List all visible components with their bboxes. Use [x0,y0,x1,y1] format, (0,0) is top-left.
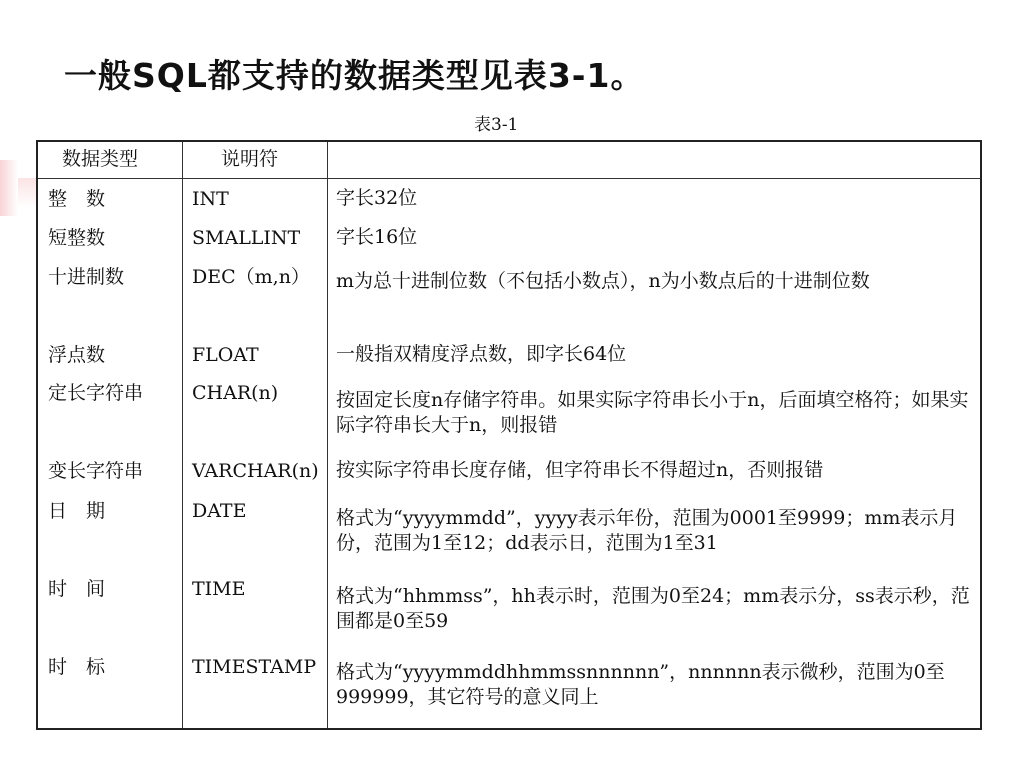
table-cell-spec: DATE [192,500,247,522]
decorative-accent-bar [0,160,18,216]
header-divider [38,178,980,179]
decorative-accent-bar-secondary [18,178,38,208]
table-cell-type: 时 间 [48,578,106,600]
page-title: 一般SQL都支持的数据类型见表3-1。 [64,56,645,95]
table-cell-type: 日 期 [48,500,106,522]
table-cell-type: 整 数 [48,188,106,210]
data-types-table [36,140,982,730]
table-cell-type: 十进制数 [48,266,125,288]
table-cell-type: 短整数 [48,227,106,249]
table-cell-desc: 字长16位 [336,226,418,248]
table-cell-desc: 格式为“hhmmss”，hh表示时，范围为0至24；mm表示分，ss表示秒，范围都是0至59 [336,585,970,632]
table-cell-type: 定长字符串 [48,382,144,404]
table-cell-desc: m为总十进制位数（不包括小数点），n为小数点后的十进制位数 [336,270,870,292]
table-cell-spec: TIMESTAMP [192,656,317,678]
table-cell-spec: FLOAT [192,344,259,366]
table-cell-spec: SMALLINT [192,227,301,249]
table-cell-desc: 按实际字符串长度存储，但字符串长不得超过n，否则报错 [336,459,824,481]
header-data-type: 数据类型 [62,148,139,170]
table-cell-desc: 按固定长度n存储字符串。如果实际字符串长小于n，后面填空格符；如果实际字符串长大于n，则报错 [336,389,969,436]
header-specifier: 说明符 [221,148,279,170]
table-cell-type: 变长字符串 [48,460,144,482]
table-cell-desc: 格式为“yyyymmddhhmmssnnnnnn”，nnnnnn表示微秒，范围为0至999999，其它符号的意义同上 [336,661,945,708]
table-cell-type: 浮点数 [48,344,106,366]
table-cell-spec: TIME [192,578,246,600]
table-cell-spec: CHAR(n) [192,382,279,404]
column-divider [182,142,183,728]
table-cell-desc: 字长32位 [336,187,418,209]
table-caption: 表3-1 [474,115,519,135]
table-cell-spec: DEC（m,n） [192,266,310,288]
table-cell-desc: 格式为“yyyymmdd”，yyyy表示年份，范围为0001至9999；mm表示月份，范围为1至12；dd表示日，范围为1至31 [336,507,958,554]
column-divider [327,142,328,728]
table-cell-type: 时 标 [48,656,106,678]
table-cell-spec: VARCHAR(n) [192,460,319,482]
table-cell-desc: 一般指双精度浮点数，即字长64位 [336,343,627,365]
table-cell-spec: INT [192,188,229,210]
